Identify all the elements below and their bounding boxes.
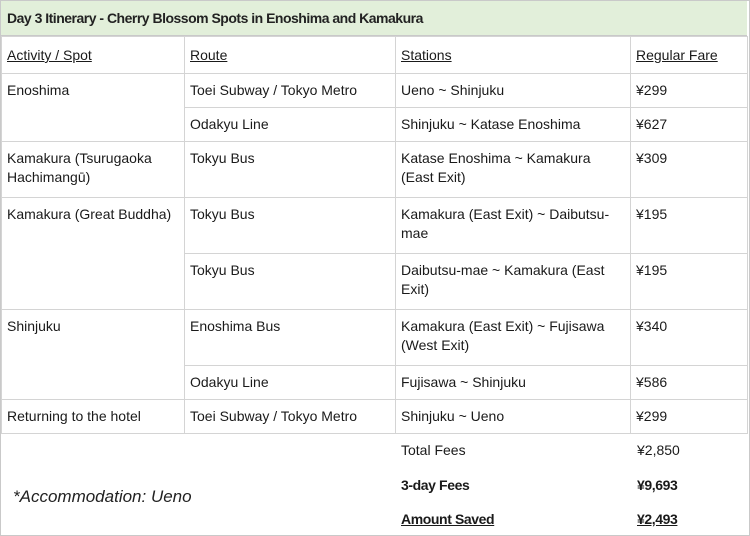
route-cell: Toei Subway / Tokyo Metro	[185, 74, 396, 108]
stations-cell: Daibutsu-mae ~ Kamakura (East Exit)	[396, 254, 631, 310]
table-row	[2, 310, 748, 366]
table-header-row	[2, 37, 748, 74]
table-row	[2, 400, 748, 434]
amount-saved-value: ¥2,493	[637, 511, 678, 527]
fare-cell: ¥195	[631, 254, 748, 310]
stations-cell: Ueno ~ Shinjuku	[396, 74, 631, 108]
header-activity: Activity / Spot	[2, 37, 185, 74]
table-row	[2, 142, 748, 198]
fare-cell: ¥195	[631, 198, 748, 254]
route-cell: Toei Subway / Tokyo Metro	[185, 400, 396, 434]
activity-cell: Kamakura (Great Buddha)	[2, 198, 185, 310]
stations-cell: Fujisawa ~ Shinjuku	[396, 366, 631, 400]
activity-cell: Kamakura (Tsurugaoka Hachimangū)	[2, 142, 185, 198]
table-row	[2, 74, 748, 108]
amount-saved-label: Amount Saved	[401, 511, 495, 527]
three-day-fees-label: 3-day Fees	[401, 477, 470, 493]
fare-cell: ¥586	[631, 366, 748, 400]
stations-cell: Shinjuku ~ Katase Enoshima	[396, 108, 631, 142]
table-row	[2, 198, 748, 254]
fare-cell: ¥299	[631, 400, 748, 434]
route-cell: Tokyu Bus	[185, 198, 396, 254]
route-cell: Tokyu Bus	[185, 254, 396, 310]
fare-cell: ¥627	[631, 108, 748, 142]
stations-cell: Kamakura (East Exit) ~ Fujisawa (West Exit)	[396, 310, 631, 366]
header-fare: Regular Fare	[631, 37, 748, 74]
itinerary-table	[1, 36, 748, 434]
fee-summary	[1, 432, 747, 534]
route-cell: Enoshima Bus	[185, 310, 396, 366]
activity-cell: Enoshima	[2, 74, 185, 142]
itinerary-title: Day 3 Itinerary - Cherry Blossom Spots in Enoshima and Kamakura	[7, 10, 423, 26]
title-bar	[1, 1, 747, 36]
fare-cell: ¥299	[631, 74, 748, 108]
header-stations: Stations	[396, 37, 631, 74]
activity-cell: Returning to the hotel	[2, 400, 185, 434]
fare-cell: ¥340	[631, 310, 748, 366]
three-day-fees-value: ¥9,693	[637, 477, 678, 493]
total-fees-value: ¥2,850	[637, 442, 680, 458]
route-cell: Odakyu Line	[185, 108, 396, 142]
header-route: Route	[185, 37, 396, 74]
stations-cell: Kamakura (East Exit) ~ Daibutsu-mae	[396, 198, 631, 254]
stations-cell: Katase Enoshima ~ Kamakura (East Exit)	[396, 142, 631, 198]
fare-cell: ¥309	[631, 142, 748, 198]
stations-cell: Shinjuku ~ Ueno	[396, 400, 631, 434]
activity-cell: Shinjuku	[2, 310, 185, 400]
total-fees-label: Total Fees	[401, 442, 466, 458]
accommodation-note: *Accommodation: Ueno	[13, 487, 192, 506]
route-cell: Tokyu Bus	[185, 142, 396, 198]
route-cell: Odakyu Line	[185, 366, 396, 400]
